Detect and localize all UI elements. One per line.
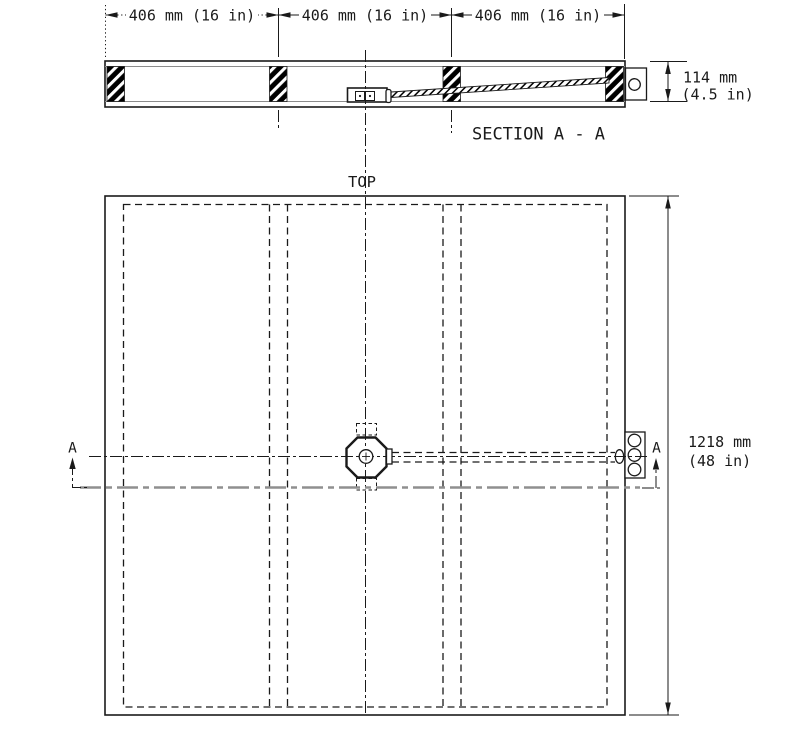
cut-marker-left-label: A (68, 440, 77, 457)
anchor-bolt-left-dot (359, 95, 361, 97)
hatched-stud-4 (606, 67, 624, 102)
anchor-rod-cap (386, 90, 391, 103)
bracket-hole-1 (628, 434, 641, 447)
mounting-bracket-section (626, 68, 647, 100)
bracket-hole-3 (628, 463, 641, 476)
arrowhead (665, 89, 671, 101)
thickness-label-imperial: (4.5 in) (681, 85, 754, 104)
arrowhead (665, 62, 671, 74)
top-view-title: TOP (348, 173, 376, 191)
arrowhead (106, 12, 118, 18)
height-dimension (629, 196, 751, 715)
cut-marker-right-label: A (652, 440, 661, 457)
thickness-label-metric: 114 mm (683, 68, 738, 87)
arrowhead (452, 12, 464, 18)
hidden-tab-above (357, 424, 377, 436)
mounting-bracket-top (625, 432, 645, 478)
arrowhead (613, 12, 625, 18)
arrowhead (665, 703, 671, 715)
anchor-mechanism-section (348, 88, 392, 103)
height-label-imperial: (48 in) (688, 452, 752, 470)
section-view-title: SECTION A - A (471, 124, 606, 145)
arrowhead (440, 12, 452, 18)
section-view (105, 61, 647, 133)
cut-arrow-right (653, 458, 659, 470)
dimension-label-span-1: 406 mm (16 in) (128, 6, 256, 25)
thickness-dimension (650, 62, 754, 104)
anchor-bolt-right-dot (369, 95, 371, 97)
dimension-label-span-3: 406 mm (16 in) (474, 6, 602, 25)
height-label-metric: 1218 mm (688, 433, 752, 451)
arrowhead (665, 197, 671, 209)
section-cut-line (68, 441, 661, 489)
dimension-label-span-2: 406 mm (16 in) (301, 6, 429, 25)
hatched-stud-2 (270, 67, 288, 102)
top-view (68, 173, 661, 715)
bracket-hole-2 (628, 449, 641, 462)
cut-arrow-left (69, 458, 75, 470)
hatched-stud-3 (443, 67, 461, 102)
bracket-hole-section (629, 79, 641, 91)
hatched-stud-1 (107, 67, 125, 102)
anchor-rod-tab (387, 449, 393, 464)
arrowhead (267, 12, 279, 18)
arrowhead (279, 12, 291, 18)
